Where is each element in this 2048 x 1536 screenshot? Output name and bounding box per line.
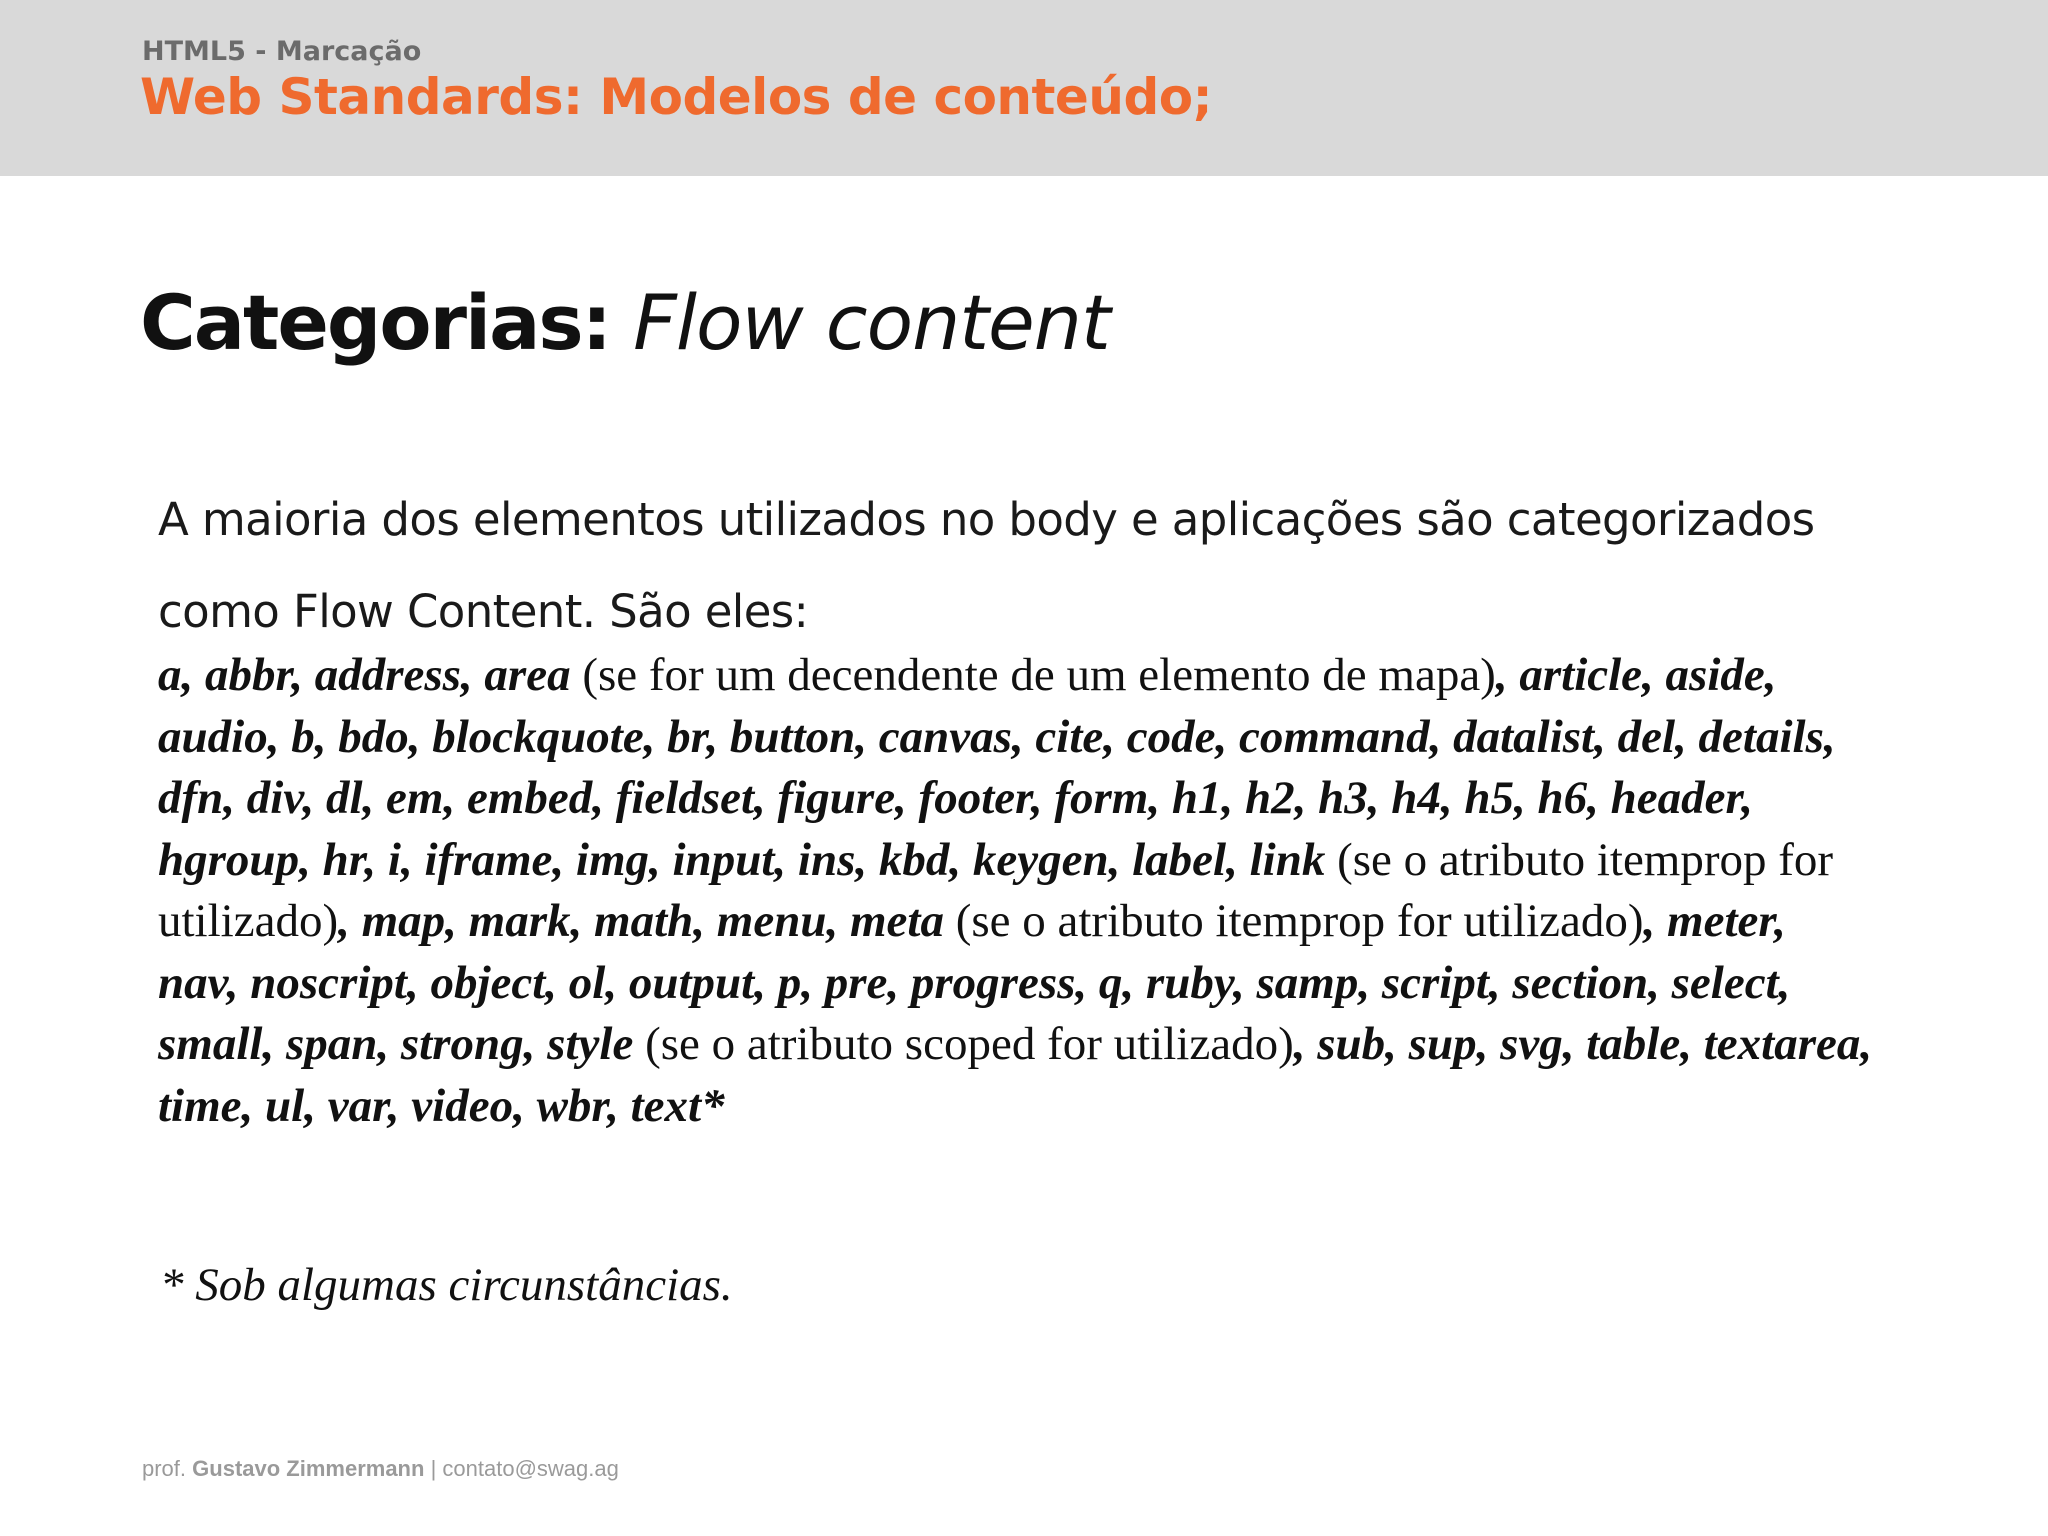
- heading-bold-text: Categorias:: [140, 278, 610, 367]
- intro-paragraph: A maioria dos elementos utilizados no body e aplicações são categorizados como Flow Content. São eles:: [158, 493, 1815, 638]
- footer-prefix: prof.: [142, 1456, 187, 1481]
- footer-separator: |: [430, 1456, 437, 1481]
- header-title: Web Standards: Modelos de conteúdo;: [140, 68, 1213, 126]
- element-names-segment: , map, mark, math, menu, meta: [338, 895, 944, 947]
- element-note-segment: (se for um decendente de um elemento de mapa): [570, 649, 1496, 701]
- footnote: * Sob algumas circunstâncias.: [160, 1259, 733, 1311]
- footer: [142, 1456, 619, 1482]
- element-names-segment: a, abbr, address, area: [158, 649, 571, 701]
- element-note-segment: (se o atributo itemprop for utilizado): [158, 833, 1834, 947]
- footer-name: Gustavo Zimmermann: [192, 1456, 425, 1481]
- heading-italic-text: Flow content: [610, 278, 1110, 367]
- element-note-segment: (se o atributo itemprop for utilizado): [943, 895, 1644, 947]
- slide-heading: [140, 278, 1110, 367]
- element-names-segment: , meter, nav, noscript, object, ol, output, p, pre, progress, q, ruby, samp, script, section, select, small, span, strong, style: [158, 895, 1791, 1070]
- element-names-segment: , sub, sup, svg, table, textarea, time, ul, var, video, wbr, text*: [158, 1018, 1873, 1132]
- header-subtitle: HTML5 - Marcação: [142, 36, 422, 67]
- elements-list: [158, 645, 1878, 1137]
- element-names-segment: , article, aside, audio, b, bdo, blockquote, br, button, canvas, cite, code, command, datalist, del, details, dfn, div, dl, em, embed, fieldset, figure, footer, form, h1, h2, h3, h4, h5, h6, header, hgroup, hr, i, iframe, img, input, ins, kbd, keygen, label, link: [158, 649, 1836, 886]
- element-note-segment: (se o atributo scoped for utilizado): [633, 1018, 1294, 1070]
- footer-email: contato@swag.ag: [442, 1456, 619, 1481]
